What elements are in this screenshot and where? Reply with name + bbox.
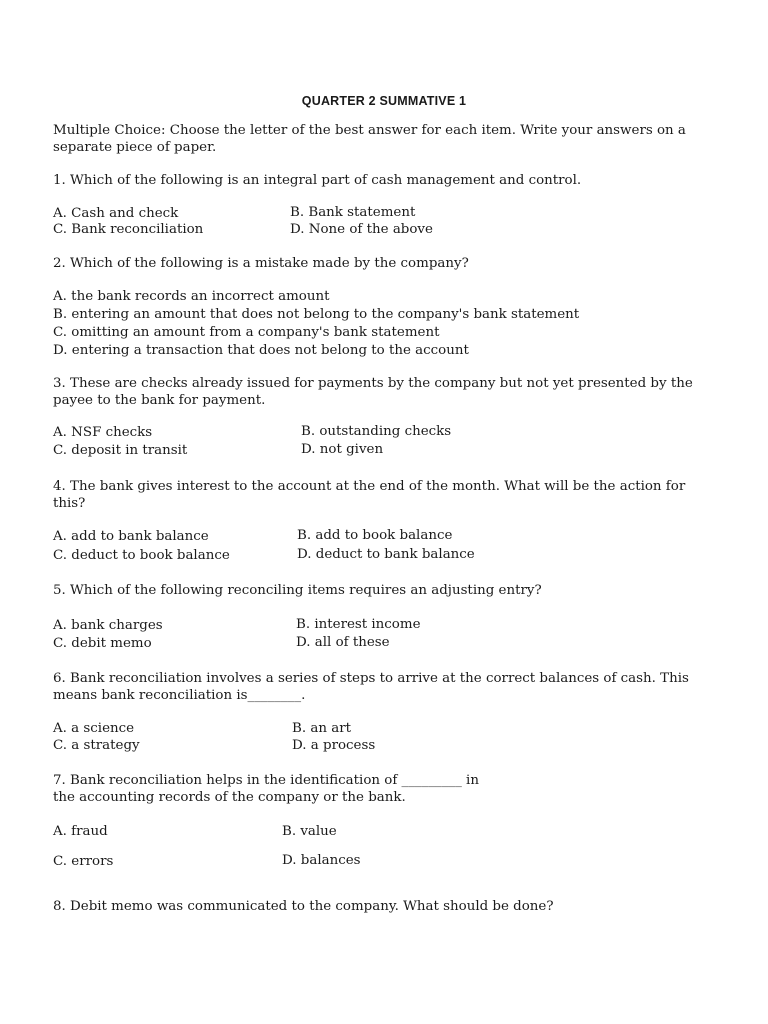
question-5-option-b: B. interest income [296,617,421,632]
question-3-text: 3. These are checks already issued for payments by the company but not yet presented by the payee to the bank for payment. [53,376,693,408]
question-5-option-d: D. all of these [296,635,390,650]
question-3-option-b: B. outstanding checks [301,424,452,439]
question-4-text: 4. The bank gives interest to the account at the end of the month. What will be the action for this? [53,479,686,511]
question-7-option-c: C. errors [53,854,114,869]
question-7-option-b: B. value [282,824,337,839]
question-2-option-b: B. entering an amount that does not belong to the company's bank statement [53,307,580,322]
question-2-option-d: D. entering a transaction that does not belong to the account [53,343,469,358]
question-1-option-a: A. Cash and check [53,206,179,221]
question-1-option-c: C. Bank reconciliation [53,222,204,237]
question-3-option-a: A. NSF checks [53,425,153,440]
question-8-text: 8. Debit memo was communicated to the company. What should be done? [53,899,554,914]
page-title: QUARTER 2 SUMMATIVE 1 [301,94,467,108]
question-2-text: 2. Which of the following is a mistake made by the company? [53,256,469,271]
instructions: Multiple Choice: Choose the letter of the best answer for each item. Write your answers on a separate piece of paper. [53,123,686,155]
question-6-option-c: C. a strategy [53,738,140,753]
question-7-text-line-2: the accounting records of the company or the bank. [53,790,406,805]
question-3-option-c: C. deposit in transit [53,443,188,458]
question-1-text: 1. Which of the following is an integral part of cash management and control. [53,173,582,188]
question-7-text-line-1: 7. Bank reconciliation helps in the identification of _________ in [53,773,479,788]
question-4-option-b: B. add to book balance [297,528,453,543]
question-6-text: 6. Bank reconciliation involves a series of steps to arrive at the correct balances of cash. This means bank reconciliation is________. [53,671,689,703]
question-7-option-d: D. balances [282,853,361,868]
question-1-option-b: B. Bank statement [290,205,416,220]
question-1-option-d: D. None of the above [290,222,433,237]
question-3-option-d: D. not given [301,442,384,457]
question-5-option-a: A. bank charges [53,618,163,633]
question-7-option-a: A. fraud [53,824,108,839]
question-5-option-c: C. debit memo [53,636,152,651]
question-4-option-a: A. add to bank balance [53,529,209,544]
question-2-option-a: A. the bank records an incorrect amount [53,289,330,304]
question-6-option-d: D. a process [292,738,376,753]
question-5-text: 5. Which of the following reconciling items requires an adjusting entry? [53,583,542,598]
question-4-option-c: C. deduct to book balance [53,548,230,563]
question-2-option-c: C. omitting an amount from a company's bank statement [53,325,440,340]
question-6-option-b: B. an art [292,721,351,736]
question-4-option-d: D. deduct to bank balance [297,547,475,562]
question-6-option-a: A. a science [53,721,135,736]
